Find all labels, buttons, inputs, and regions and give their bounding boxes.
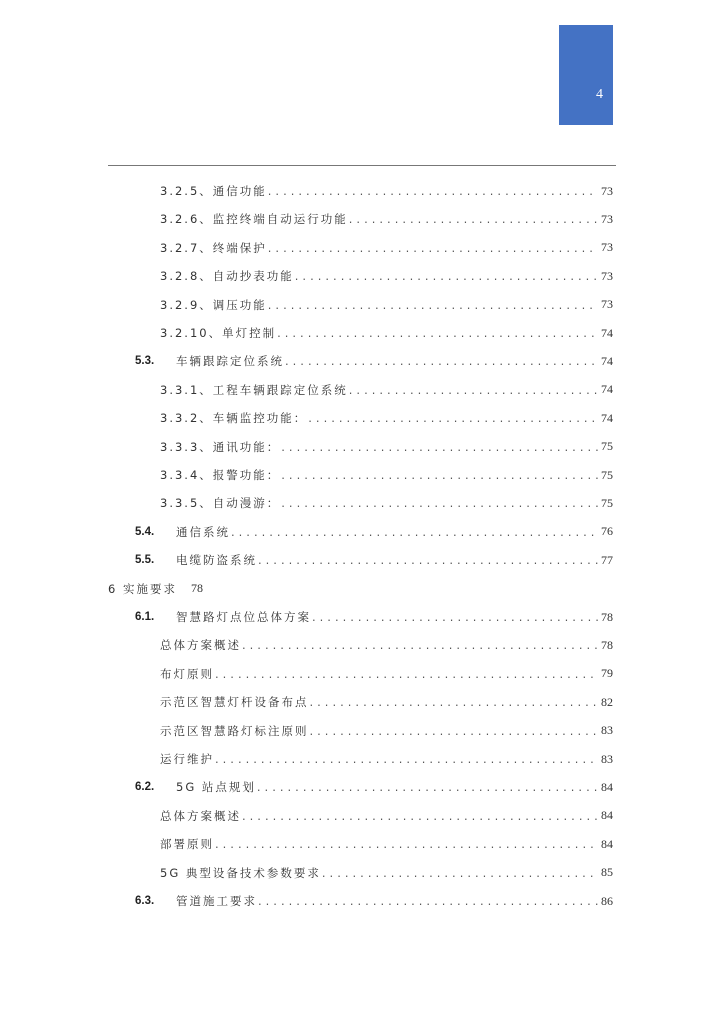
- toc-entry-number: 6.2.: [135, 781, 155, 794]
- toc-entry-title: 3.3.2、车辆监控功能：: [160, 411, 308, 426]
- dot-leader: [215, 752, 598, 766]
- toc-entry-title: 3.3.1、工程车辆跟踪定位系统: [160, 382, 348, 397]
- toc-entry-page: 84: [601, 808, 613, 823]
- page-number: 4: [596, 87, 603, 102]
- toc-entry-page: 73: [601, 297, 613, 312]
- dot-leader: [281, 468, 598, 482]
- dot-leader: [349, 212, 598, 226]
- toc-entry[interactable]: [160, 807, 613, 825]
- toc-entry-page: 84: [601, 836, 613, 851]
- dot-leader: [277, 326, 598, 340]
- toc-entry[interactable]: [160, 296, 613, 314]
- dot-leader: [310, 724, 599, 738]
- toc-entry[interactable]: [160, 665, 613, 683]
- toc-entry[interactable]: [160, 438, 613, 456]
- toc-entry-title: 智慧路灯点位总体方案: [176, 610, 311, 624]
- toc-entry[interactable]: [160, 324, 613, 342]
- toc-entry-page: 75: [601, 439, 613, 454]
- toc-entry-title: 部署原则: [160, 837, 214, 852]
- dot-leader: [308, 411, 598, 425]
- toc-entry[interactable]: [160, 409, 613, 427]
- toc-entry-title: 示范区智慧路灯标注原则: [160, 723, 309, 738]
- toc-entry-title: 布灯原则: [160, 666, 214, 681]
- toc-entry-title: 5G 典型设备技术参数要求: [160, 865, 321, 880]
- toc-entry-page: 76: [601, 524, 613, 539]
- toc-entry-title: 3.2.10、单灯控制: [160, 326, 277, 340]
- toc-entry-page: 73: [601, 183, 613, 198]
- toc-entry-title: 3.3.4、报警功能：: [160, 468, 281, 482]
- dot-leader: [349, 383, 598, 397]
- dot-leader: [268, 298, 598, 312]
- toc-entry-page: 74: [601, 353, 613, 368]
- toc-entry[interactable]: [160, 864, 613, 882]
- toc-entry-title: 管道施工要求: [176, 894, 257, 908]
- toc-entry-number: 5.5.: [135, 554, 155, 567]
- dot-leader: [242, 809, 598, 823]
- toc-entry-title: 3.2.8、自动抄表功能: [160, 269, 294, 284]
- toc-entry-title: 通信系统: [176, 524, 230, 539]
- toc-entry-page: 73: [601, 240, 613, 255]
- dot-leader: [268, 184, 598, 198]
- toc-entry-page: 78: [190, 581, 203, 596]
- toc-entry[interactable]: [108, 580, 203, 598]
- dot-leader: [268, 241, 598, 255]
- toc-entry-page: 74: [601, 410, 613, 425]
- toc-entry[interactable]: [160, 381, 613, 399]
- toc-entry-title: 3.2.6、监控终端自动运行功能: [160, 212, 348, 227]
- toc-entry[interactable]: [135, 778, 613, 796]
- toc-entry-page: 84: [601, 779, 613, 794]
- dot-leader: [322, 866, 598, 880]
- toc-entry-page: 83: [601, 723, 613, 738]
- toc-entry[interactable]: [160, 239, 613, 257]
- toc-entry-title: 3.3.3、通讯功能：: [160, 439, 281, 454]
- toc-entry[interactable]: [160, 466, 613, 484]
- toc-entry[interactable]: [160, 835, 613, 853]
- toc-entry-page: 83: [601, 751, 613, 766]
- toc-entry-page: 78: [601, 609, 613, 624]
- toc-entry[interactable]: [160, 210, 613, 228]
- toc-entry-page: 74: [601, 325, 613, 340]
- dot-leader: [231, 525, 598, 539]
- toc-entry-page: 75: [601, 467, 613, 482]
- toc-entry[interactable]: [160, 750, 613, 768]
- dot-leader: [281, 440, 598, 454]
- toc-entry-title: 车辆跟踪定位系统: [176, 354, 284, 369]
- dot-leader: [312, 610, 598, 624]
- dot-leader: [258, 894, 598, 908]
- dot-leader: [215, 667, 598, 681]
- toc-entry-page: 86: [601, 893, 613, 908]
- toc-entry[interactable]: [160, 693, 613, 711]
- toc-entry-page: 85: [601, 865, 613, 880]
- toc-entry[interactable]: [160, 494, 613, 512]
- toc-entry-number: 5.3.: [135, 355, 155, 368]
- toc-entry[interactable]: [135, 551, 613, 569]
- toc-entry-title: 5G 站点规划: [176, 780, 256, 795]
- toc-entry[interactable]: [135, 523, 613, 541]
- toc-entry-title: 6 实施要求: [108, 581, 177, 596]
- toc-entry-page: 77: [601, 552, 613, 567]
- dot-leader: [242, 638, 598, 652]
- toc-entry-title: 3.2.9、调压功能: [160, 297, 267, 312]
- toc-entry[interactable]: [160, 636, 613, 654]
- toc-entry-title: 运行维护: [160, 752, 214, 766]
- dot-leader: [295, 269, 598, 283]
- toc-entry[interactable]: [135, 608, 613, 626]
- page-number-badge: [559, 25, 613, 125]
- toc-entry-page: 74: [601, 382, 613, 397]
- toc-entry-page: 75: [601, 495, 613, 510]
- dot-leader: [258, 553, 598, 567]
- toc-entry-page: 82: [601, 694, 613, 709]
- toc-entry-page: 73: [601, 268, 613, 283]
- dot-leader: [215, 837, 598, 851]
- toc-entry-title: 3.2.7、终端保护: [160, 240, 267, 255]
- dot-leader: [310, 695, 599, 709]
- dot-leader: [285, 354, 598, 368]
- toc-entry[interactable]: [135, 352, 613, 370]
- toc-entry-page: 79: [601, 666, 613, 681]
- toc-entry-number: 6.3.: [135, 895, 155, 907]
- toc-entry-title: 示范区智慧灯杆设备布点: [160, 695, 309, 710]
- dot-leader: [257, 780, 598, 794]
- toc-entry-number: 6.1.: [135, 611, 155, 623]
- toc-entry-title: 3.2.5、通信功能: [160, 184, 267, 198]
- toc-entry[interactable]: [160, 182, 613, 200]
- toc-entry-title: 3.3.5、自动漫游：: [160, 496, 281, 511]
- toc-entry[interactable]: [160, 722, 613, 740]
- toc-entry[interactable]: [160, 267, 613, 285]
- toc-entry-title: 总体方案概述: [160, 808, 241, 823]
- toc-entry-page: 73: [601, 211, 613, 226]
- toc-entry[interactable]: [135, 892, 613, 910]
- toc-entry-page: 78: [601, 637, 613, 652]
- toc-entry-number: 5.4.: [135, 525, 155, 538]
- dot-leader: [281, 496, 598, 510]
- toc-entry-title: 总体方案概述: [160, 638, 241, 653]
- header-divider: [108, 165, 616, 166]
- toc-entry-title: 电缆防盗系统: [176, 553, 257, 568]
